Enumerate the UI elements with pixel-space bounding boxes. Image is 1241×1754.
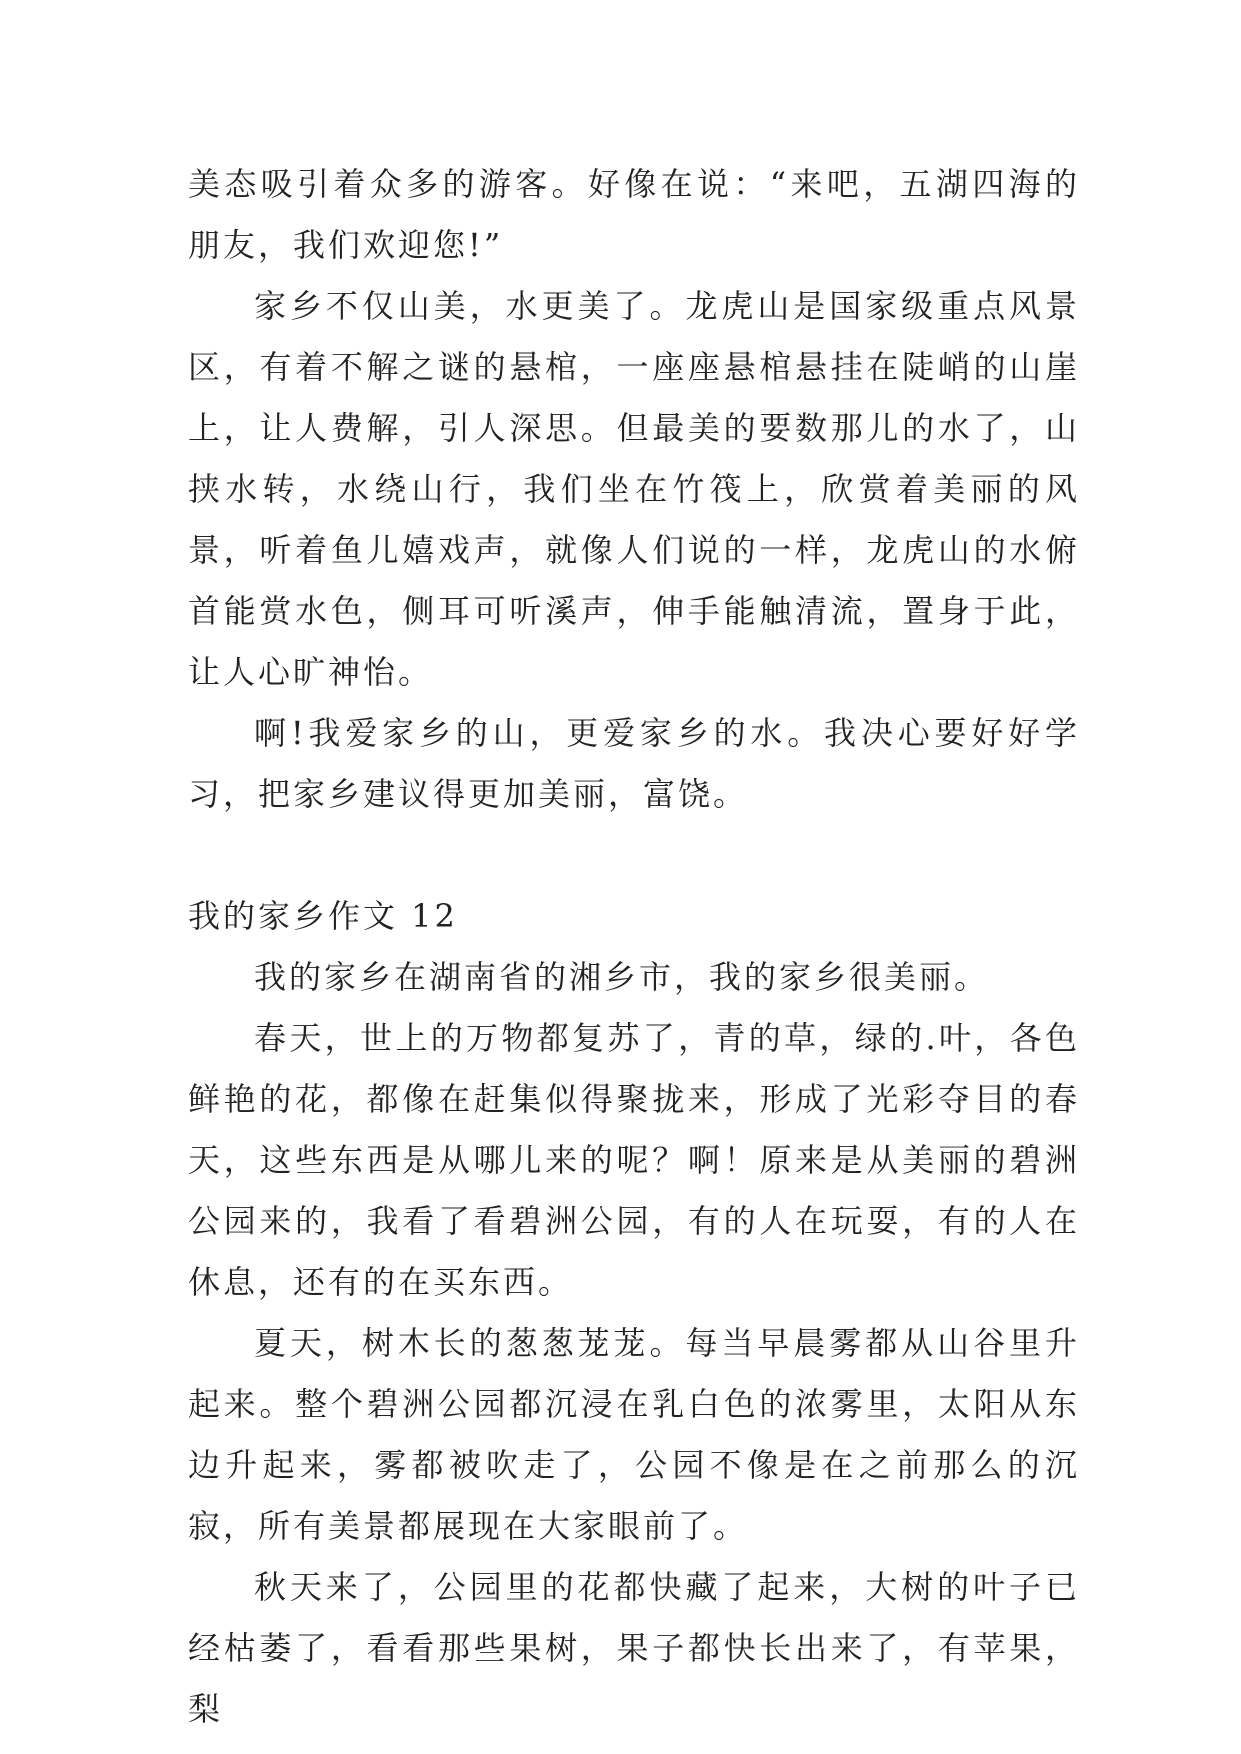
- paragraph-continued: 美态吸引着众多的游客。好像在说：“来吧，五湖四海的朋友，我们欢迎您!”: [188, 165, 1080, 264]
- document-body: [188, 154, 1080, 1740]
- paragraph-conclusion: 啊!我爱家乡的山，更爱家乡的水。我决心要好好学习，把家乡建议得更加美丽，富饶。: [188, 714, 1080, 813]
- paragraph-spring: 春天，世上的万物都复苏了，青的草，绿的.叶，各色鲜艳的花，都像在赶集似得聚拢来，形成了光彩夺目的春天，这些东西是从哪儿来的呢？啊！原来是从美丽的碧洲公园来的，我看了看碧洲公园，有的人在玩耍，有的人在休息，还有的在买东西。: [188, 1019, 1080, 1301]
- paragraph-water: 家乡不仅山美，水更美了。龙虎山是国家级重点风景区，有着不解之谜的悬棺，一座座悬棺悬挂在陡峭的山崖上，让人费解，引人深思。但最美的要数那儿的水了，山挟水转，水绕山行，我们坐在竹筏上，欣赏着美丽的风景，听着鱼儿嬉戏声，就像人们说的一样，龙虎山的水俯首能赏水色，侧耳可听溪声，伸手能触清流，置身于此，让人心旷神怡。: [188, 287, 1080, 691]
- paragraph-autumn: 秋天来了，公园里的花都快藏了起来，大树的叶子已经枯萎了，看看那些果树，果子都快长出来了，有苹果，梨: [188, 1568, 1080, 1728]
- paragraph-summer: 夏天，树木长的葱葱茏茏。每当早晨雾都从山谷里升起来。整个碧洲公园都沉浸在乳白色的浓雾里，太阳从东边升起来，雾都被吹走了，公园不像是在之前那么的沉寂，所有美景都展现在大家眼前了。: [188, 1324, 1080, 1545]
- paragraph-intro: 我的家乡在湖南省的湘乡市，我的家乡很美丽。: [254, 958, 990, 996]
- section-gap: [188, 825, 1080, 886]
- essay-title: 我的家乡作文 12: [188, 897, 458, 935]
